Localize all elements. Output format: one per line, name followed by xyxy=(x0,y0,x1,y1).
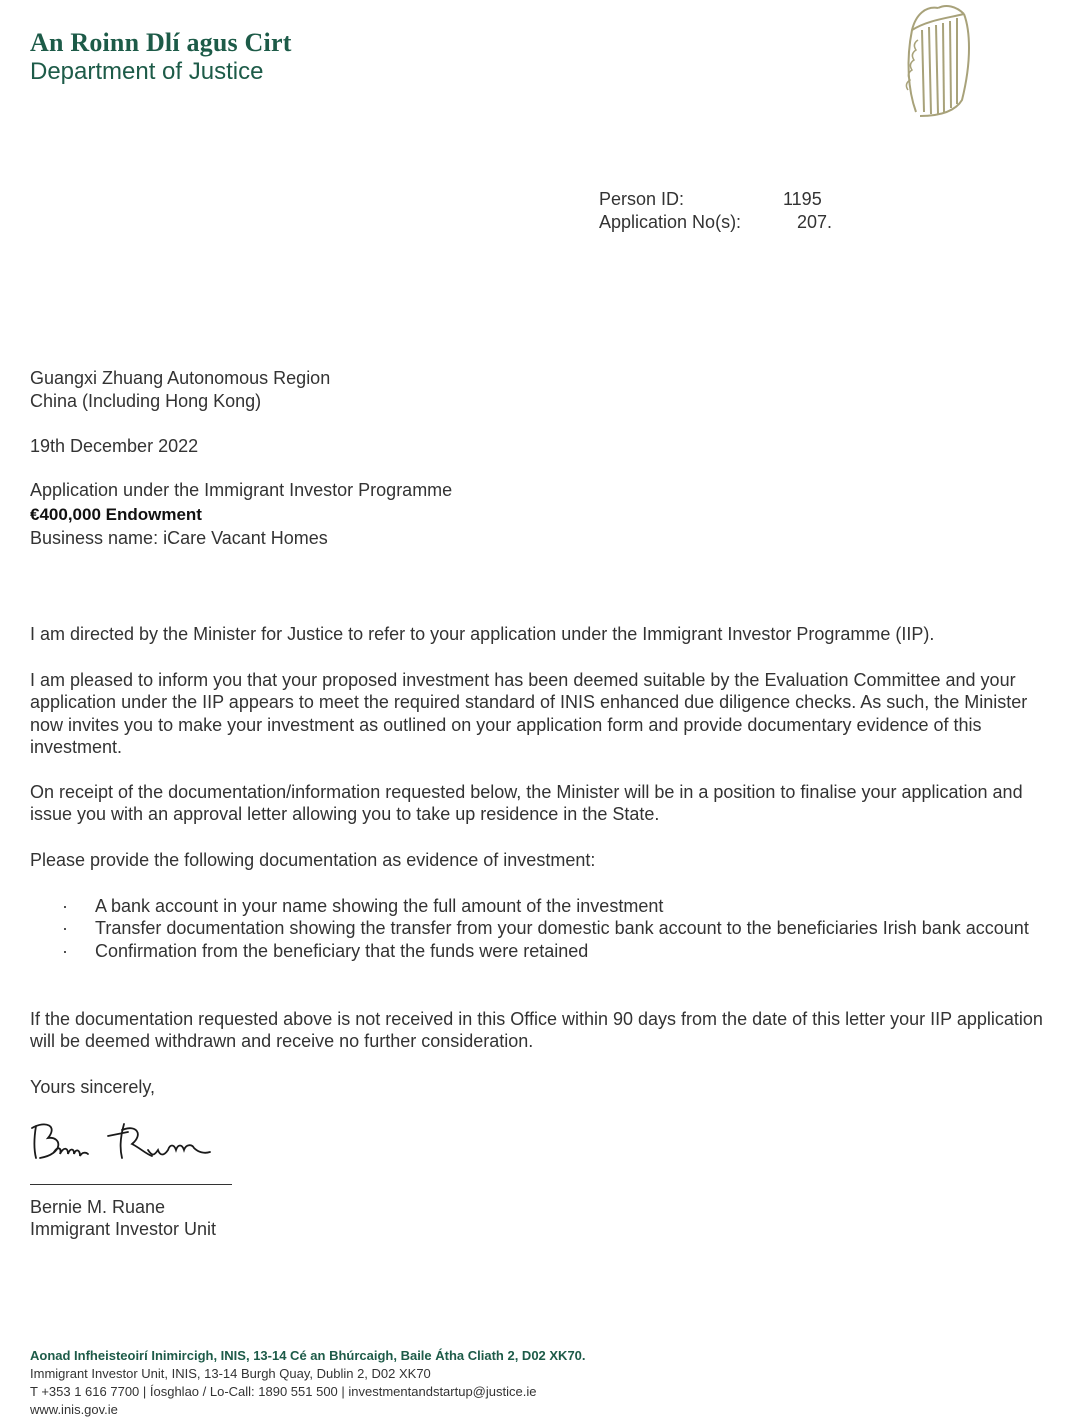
subject-line-2: €400,000 Endowment xyxy=(30,505,202,524)
signatory-name: Bernie M. Ruane xyxy=(30,1197,166,1217)
body-paragraph-3: On receipt of the documentation/information requested below, the Minister will be in a position to finalise your application and issue you with an approval letter allowing you to take up residence in the State. xyxy=(30,782,1023,825)
footer-english-address: Immigrant Investor Unit, INIS, 13-14 Burgh Quay, Dublin 2, D02 XK70 xyxy=(30,1366,431,1381)
department-name-irish: An Roinn Dlí agus Cirt xyxy=(30,28,292,57)
signatory-unit: Immigrant Investor Unit xyxy=(30,1219,217,1239)
person-id-label: Person ID: xyxy=(599,189,685,209)
subject-line-3: Business name: iCare Vacant Homes xyxy=(30,528,328,548)
footer-website: www.inis.gov.ie xyxy=(30,1402,118,1417)
footer-contact: T +353 1 616 7700 | Íosghlao / Lo-Call: 1890 551 500 | investmentandstartup@justice.ie xyxy=(30,1384,537,1399)
application-number-value: 207. xyxy=(797,212,833,232)
signature xyxy=(28,1114,228,1174)
footer-irish-address: Aonad Infheisteoirí Inimircigh, INIS, 13-14 Cé an Bhúrcaigh, Baile Átha Cliath 2, D02 XK70. xyxy=(30,1348,586,1363)
list-item: · Transfer documentation showing the transfer from your domestic bank account to the beneficiaries Irish bank account xyxy=(62,918,1029,939)
signature-line xyxy=(30,1184,232,1185)
subject-line-1: Application under the Immigrant Investor Programme xyxy=(30,480,453,500)
evidence-list xyxy=(62,895,1052,962)
body-paragraph-2: I am pleased to inform you that your proposed investment has been deemed suitable by the Evaluation Committee and your application under the IIP appears to meet the required standard of INIS enhanced due diligence checks. As such, the Minister now invites you to make your investment as outlined on your application form and provide documentary evidence of this investment. xyxy=(30,670,1028,757)
body-paragraph-4: Please provide the following documentation as evidence of investment: xyxy=(30,850,596,870)
address-line-2: China (Including Hong Kong) xyxy=(30,391,262,411)
body-paragraph-5: If the documentation requested above is not received in this Office within 90 days from the date of this letter your IIP application will be deemed withdrawn and receive no further consideration. xyxy=(30,1009,1043,1052)
salutation: Yours sincerely, xyxy=(30,1077,156,1097)
body-paragraph-1: I am directed by the Minister for Justice to refer to your application under the Immigrant Investor Programme (IIP). xyxy=(30,624,935,644)
letter-date: 19th December 2022 xyxy=(30,436,199,456)
person-id-value: 1195 xyxy=(783,189,822,209)
department-name-english: Department of Justice xyxy=(30,58,264,85)
application-number-label: Application No(s): xyxy=(599,212,742,232)
harp-icon xyxy=(898,0,978,122)
list-item: · Confirmation from the beneficiary that the funds were retained xyxy=(62,940,589,961)
list-item: · A bank account in your name showing the full amount of the investment xyxy=(62,896,664,916)
address-line-1: Guangxi Zhuang Autonomous Region xyxy=(30,368,331,388)
